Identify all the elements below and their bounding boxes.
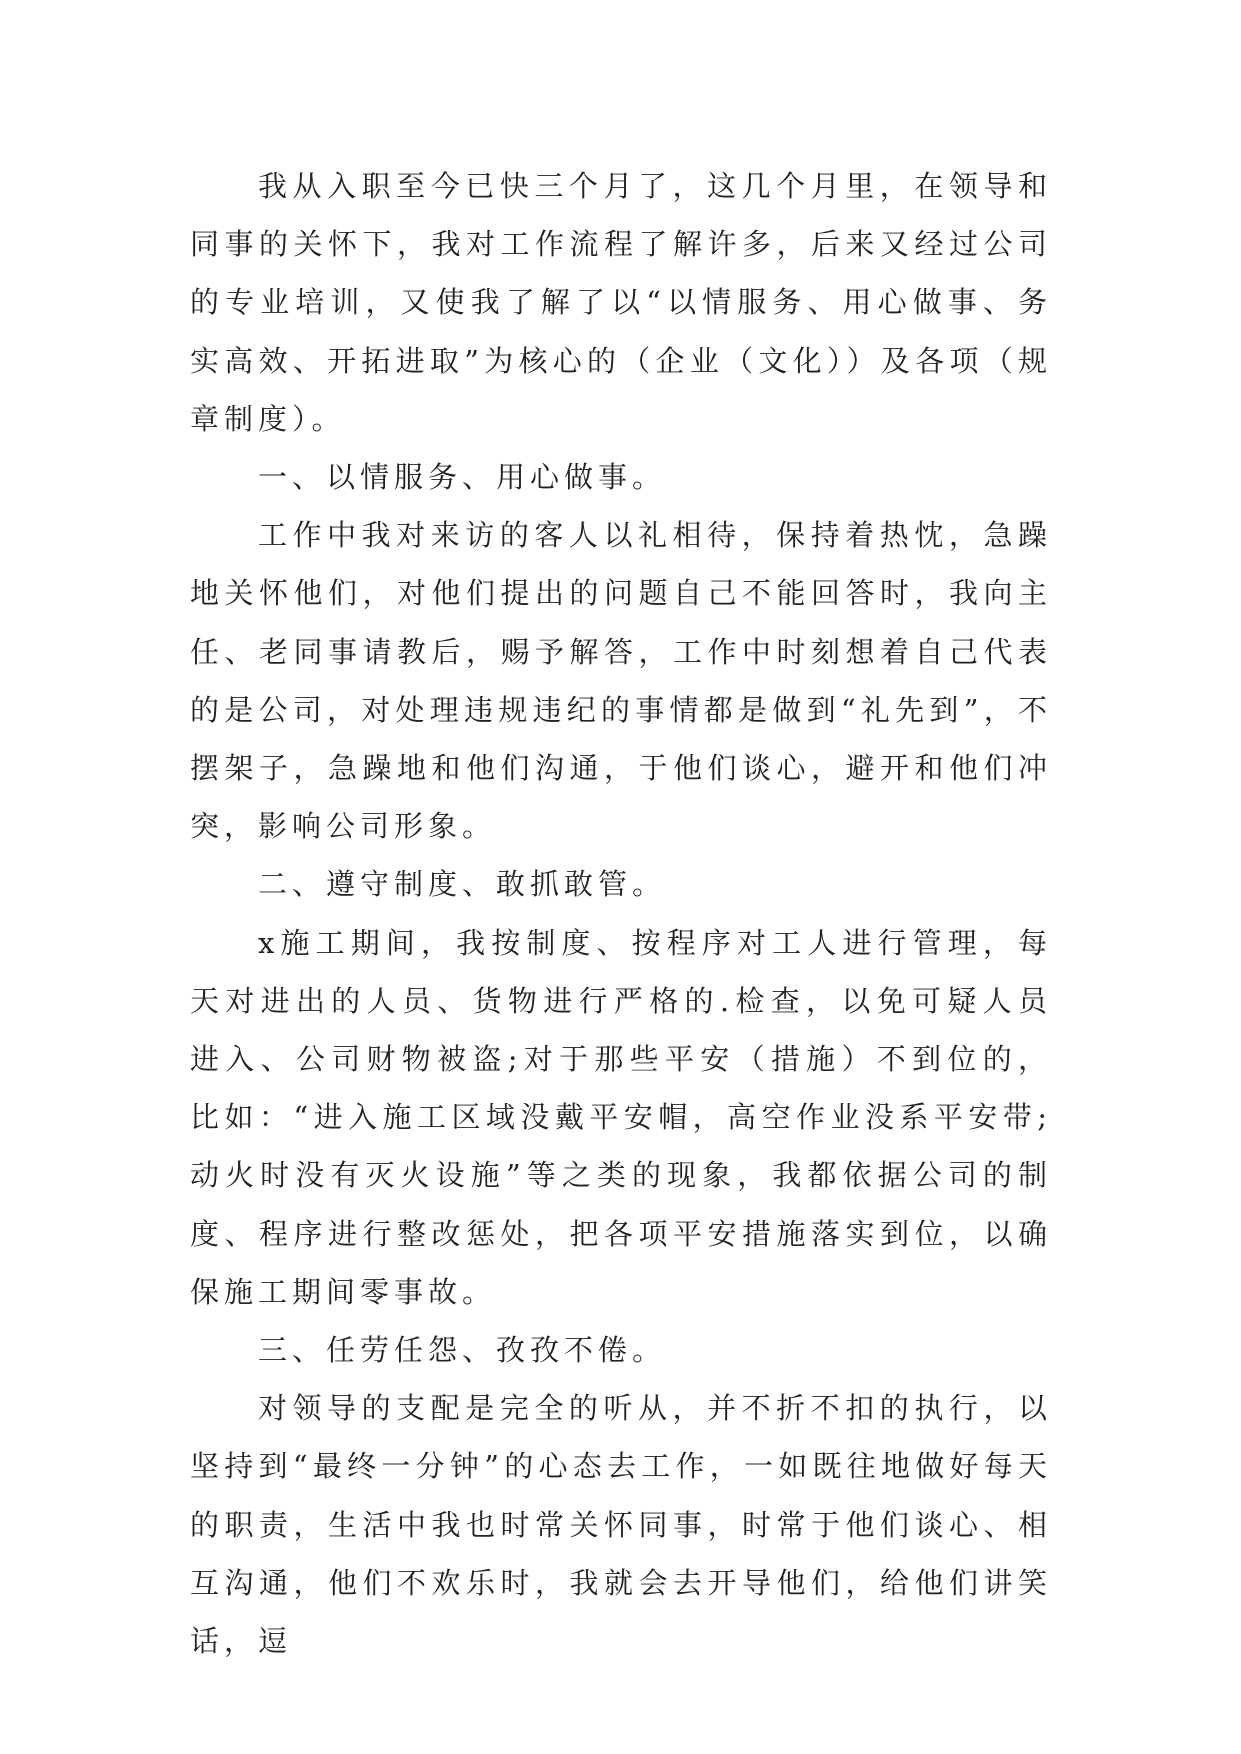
section-heading-1: 一、以情服务、用心做事。 <box>258 460 667 495</box>
section-1-paragraph: 工作中我对来访的客人以礼相待，保持着热忱，急躁地关怀他们，对他们提出的问题自己不能回答时，我向主任、老同事请教后，赐予解答，工作中时刻想着自己代表的是公司，对处理违规违纪的事情都是做到“礼先到”，不摆架子，急躁地和他们沟通，于他们谈心，避开和他们冲突，影响公司形象。 <box>190 518 1052 844</box>
document-body <box>190 157 1052 1670</box>
section-2-paragraph: x施工期间，我按制度、按程序对工人进行管理，每天对进出的人员、货物进行严格的.检查，以免可疑人员进入、公司财物被盗;对于那些平安（措施）不到位的，比如：“进入施工区域没戴平安帽，高空作业没系平安带;动火时没有灭火设施”等之类的现象，我都依据公司的制度、程序进行整改惩处，把各项平安措施落实到位，以确保施工期间零事故。 <box>190 925 1052 1309</box>
section-3-paragraph: 对领导的支配是完全的听从，并不折不扣的执行，以坚持到“最终一分钟”的心态去工作，一如既往地做好每天的职责，生活中我也时常关怀同事，时常于他们谈心、相互沟通，他们不欢乐时，我就会去开导他们，给他们讲笑话，逗 <box>190 1391 1052 1659</box>
section-heading-3: 三、任劳任怨、孜孜不倦。 <box>258 1333 667 1368</box>
intro-paragraph: 我从入职至今已快三个月了，这几个月里，在领导和同事的关怀下，我对工作流程了解许多，后来又经过公司的专业培训，又使我了解了以“以情服务、用心做事、务实高效、开拓进取”为核心的（企业（文化））及各项（规章制度）。 <box>190 169 1052 436</box>
section-heading-2: 二、遵守制度、敢抓敢管。 <box>258 867 667 902</box>
